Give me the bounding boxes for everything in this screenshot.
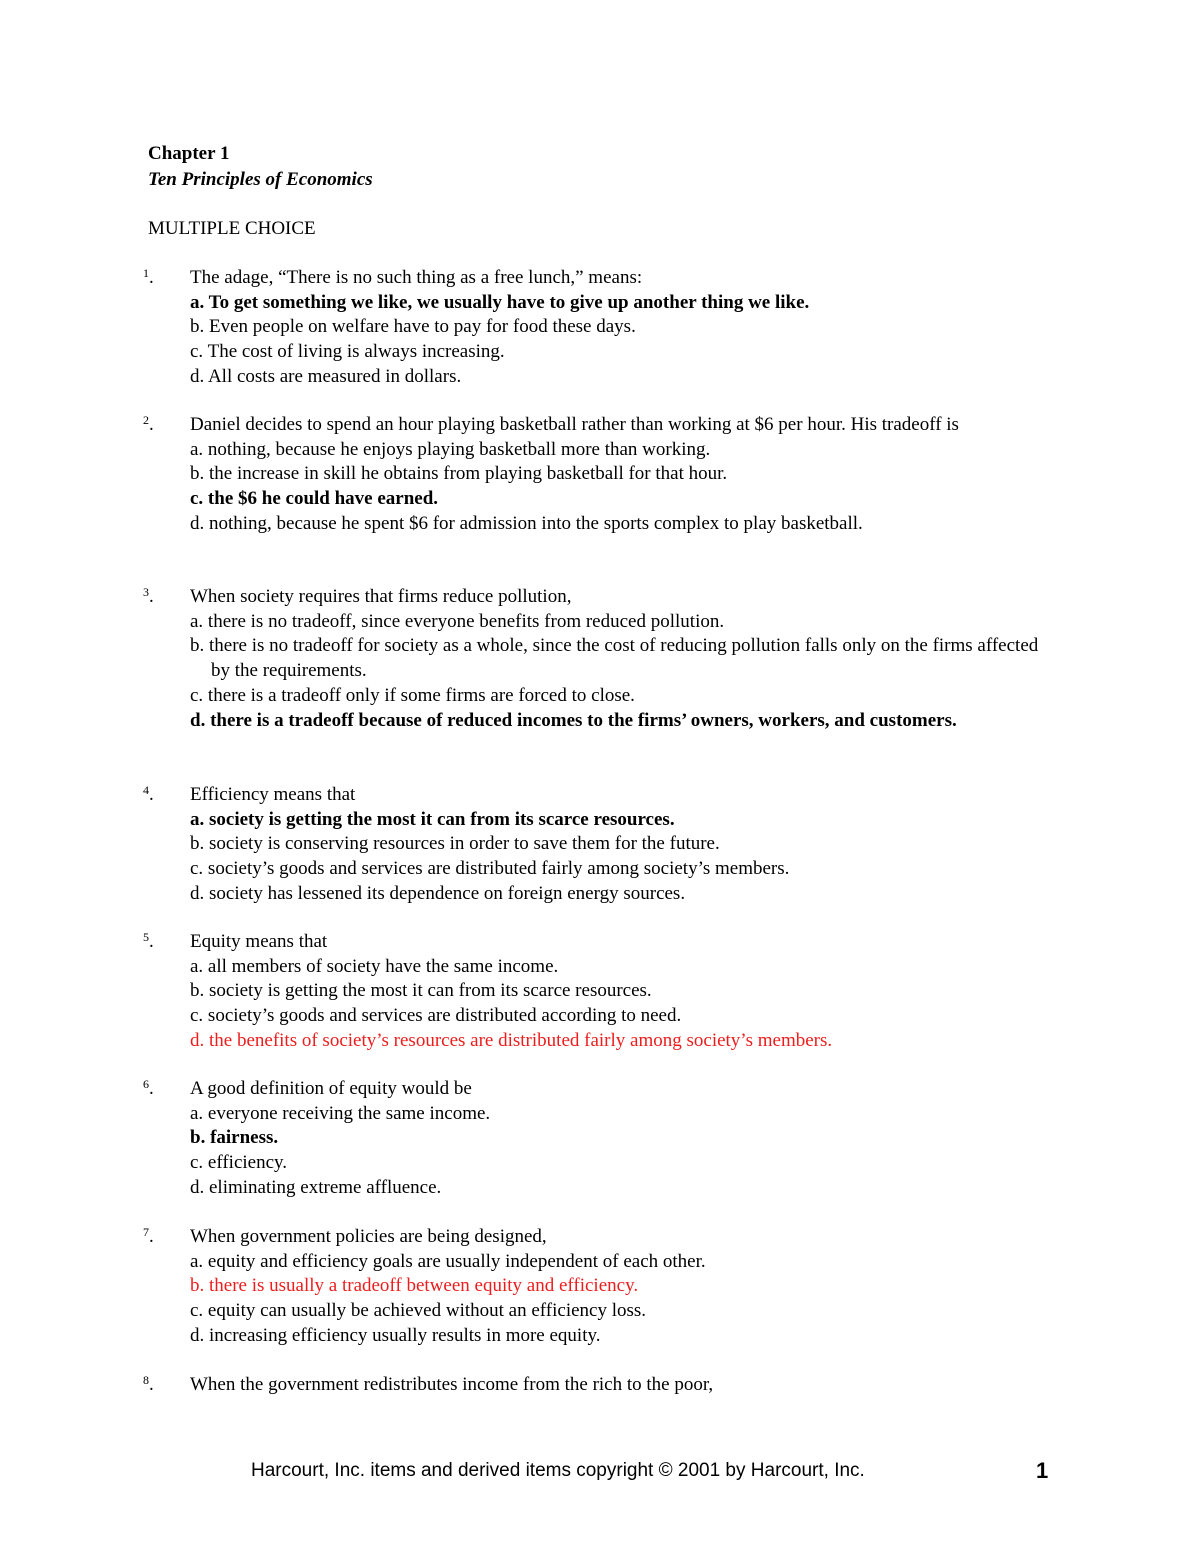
question-stem: Efficiency means that bbox=[190, 784, 356, 805]
answer-option: a. everyone receiving the same income. bbox=[190, 1102, 491, 1124]
question-number: $^2$. bbox=[143, 413, 154, 435]
answer-option-correct: b. there is usually a tradeoff between equity and efficiency. bbox=[190, 1275, 639, 1297]
answer-option: c. society’s goods and services are distributed fairly among society’s members. bbox=[190, 858, 790, 880]
answer-option: b. Even people on welfare have to pay for food these days. bbox=[190, 316, 636, 338]
answer-option: c. there is a tradeoff only if some firms are forced to close. bbox=[190, 684, 635, 706]
answer-option: d. All costs are measured in dollars. bbox=[190, 365, 462, 387]
question-stem: Daniel decides to spend an hour playing basketball rather than working at $6 per hour. His tradeoff is bbox=[190, 414, 959, 435]
question-number: $^3$. bbox=[143, 585, 154, 607]
answer-option-correct: d. there is a tradeoff because of reduced incomes to the firms’ owners, workers, and customers. bbox=[190, 709, 957, 731]
answer-option: b. society is getting the most it can from its scarce resources. bbox=[190, 980, 652, 1002]
answer-option: a. equity and efficiency goals are usually independent of each other. bbox=[190, 1250, 706, 1272]
question-stem: When the government redistributes income from the rich to the poor, bbox=[190, 1374, 714, 1395]
chapter-heading: Chapter 1 bbox=[148, 143, 230, 164]
answer-option-correct: d. the benefits of society’s resources are distributed fairly among society’s members. bbox=[190, 1029, 833, 1051]
answer-option: d. nothing, because he spent $6 for admission into the sports complex to play basketball. bbox=[190, 512, 863, 534]
answer-option-correct: c. the $6 he could have earned. bbox=[190, 488, 439, 510]
question-number: $^8$. bbox=[143, 1373, 154, 1395]
question-number: $^1$. bbox=[143, 266, 154, 288]
answer-option: c. society’s goods and services are distributed according to need. bbox=[190, 1005, 682, 1027]
answer-option: c. efficiency. bbox=[190, 1152, 288, 1174]
question-number: $^4$. bbox=[143, 783, 154, 805]
question-stem: A good definition of equity would be bbox=[190, 1078, 472, 1099]
page-number: 1 bbox=[1036, 1458, 1049, 1483]
answer-option-correct: a. To get something we like, we usually have to give up another thing we like. bbox=[190, 291, 810, 313]
answer-option: a. all members of society have the same income. bbox=[190, 955, 559, 977]
answer-option: c. The cost of living is always increasing. bbox=[190, 341, 505, 363]
question-stem: Equity means that bbox=[190, 931, 328, 952]
answer-option: b. the increase in skill he obtains from playing basketball for that hour. bbox=[190, 463, 728, 485]
answer-option-correct: b. fairness. bbox=[190, 1127, 279, 1149]
question-stem: When society requires that firms reduce pollution, bbox=[190, 586, 572, 607]
answer-option-correct: a. society is getting the most it can from its scarce resources. bbox=[190, 808, 675, 830]
answer-option: b. society is conserving resources in order to save them for the future. bbox=[190, 833, 720, 855]
question-stem: The adage, “There is no such thing as a free lunch,” means: bbox=[190, 267, 643, 288]
answer-option: b. there is no tradeoff for society as a whole, since the cost of reducing pollution falls only on the firms affected by the requirements. bbox=[190, 635, 1039, 682]
section-heading: MULTIPLE CHOICE bbox=[148, 218, 316, 239]
question-number: $^6$. bbox=[143, 1077, 154, 1099]
answer-option: d. increasing efficiency usually results in more equity. bbox=[190, 1324, 601, 1346]
answer-option: d. eliminating extreme affluence. bbox=[190, 1176, 442, 1198]
answer-option: c. equity can usually be achieved without an efficiency loss. bbox=[190, 1300, 647, 1322]
copyright-notice: Harcourt, Inc. items and derived items copyright © 2001 by Harcourt, Inc. bbox=[251, 1460, 865, 1481]
answer-option: a. there is no tradeoff, since everyone benefits from reduced pollution. bbox=[190, 610, 725, 632]
question-number: $^7$. bbox=[143, 1225, 154, 1247]
question-stem: When government policies are being designed, bbox=[190, 1226, 547, 1247]
answer-option: d. society has lessened its dependence on foreign energy sources. bbox=[190, 882, 686, 904]
answer-option: a. nothing, because he enjoys playing basketball more than working. bbox=[190, 438, 711, 460]
chapter-title: Ten Principles of Economics bbox=[148, 169, 373, 190]
question-number: $^5$. bbox=[143, 930, 154, 952]
